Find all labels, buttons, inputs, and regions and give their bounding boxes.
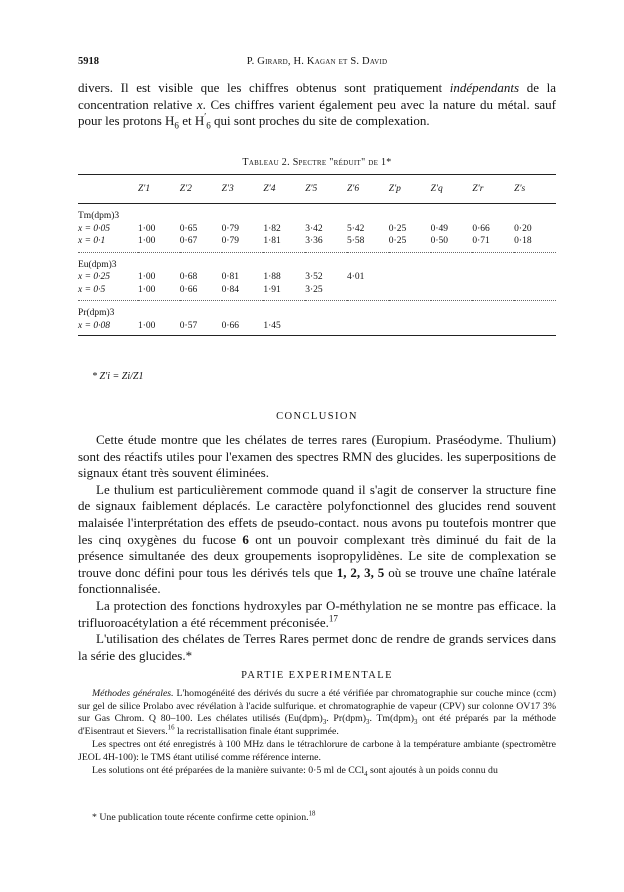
column-header: Z′4: [263, 184, 276, 194]
table-cell: 1·00: [138, 284, 156, 295]
experimental-heading: PARTIE EXPERIMENTALE: [241, 670, 393, 681]
table-cell: 5·42: [346, 223, 365, 234]
table-cell: 0·18: [514, 236, 532, 246]
table-cell: [431, 320, 473, 336]
row-label: x = 0·5: [78, 284, 106, 295]
table-cell: [472, 271, 514, 284]
table-cell: 0·79: [221, 223, 240, 234]
conclusion-paragraph-1: Cette étude montre que les chélates de terres rares (Europium. Praséodyme. Thulium) sont des réactifs utiles pour l'examen des spectres RMN des glucides. les superpositions de signaux étant très souvent éliminées.: [78, 432, 556, 481]
table-row: [78, 271, 556, 284]
conclusion-paragraph-4: L'utilisation des chélates de Terres Rares permet donc de rendre de grands services dans la série des glucides.*: [78, 631, 556, 663]
table-row: [78, 284, 556, 297]
table-row: [78, 235, 556, 248]
table-cell: 0·66: [472, 223, 490, 234]
column-header: Z′p: [388, 184, 401, 194]
table-cell: 1·00: [138, 236, 156, 246]
running-authors: P. Girard, H. Kagan et S. David: [246, 56, 388, 67]
experimental-paragraph-1: Méthodes générales. L'homogénéité des dérivés du sucre a été vérifiée par chromatographie sur couche mince (ccm) sur gel de silice Prolabo avec révélation à l'acide sulfurique. et chromatographie de vapeur (CPV) sur colonne OV17 3% sur Gas Chrom. Q 80–100. Les chélates utilisés ($Eu(dpm)_3$. $Pr(dpm)_3$. $Tm(dpm)_3$ ont été préparés par la méthode d'Eisentraut et Sievers.$^{16}$ la recristallisation finale étant supprimée.: [78, 688, 557, 737]
table-cell: [431, 284, 473, 297]
column-header: Z′3: [221, 184, 234, 194]
table-cell: [389, 284, 431, 297]
intro-paragraph: divers. Il est visible que les chiffres obtenus sont pratiquement indépendants de la concentration relative x. Ces chiffres varient également peu avec la nature du métal. sauf pour les protons $H_6$ et $H'_6$ qui sont proches du site de complexation.: [78, 80, 556, 131]
table-cell: 0·81: [221, 272, 240, 282]
column-header: Z′q: [430, 184, 443, 194]
table-cell: 1·00: [138, 272, 156, 282]
table-cell: [514, 320, 556, 336]
table-cell: 3·36: [305, 236, 323, 246]
table-cell: [347, 284, 389, 297]
column-header: Z′5: [305, 184, 318, 194]
table-cell: 3·52: [305, 272, 323, 282]
table-cell: 3·42: [305, 223, 323, 234]
column-header: Z′r: [472, 184, 484, 194]
conclusion-paragraph-3: La protection des fonctions hydroxyles par O-méthylation ne se montre pas efficace. la trifluoroacétylation a été récemment préconisée.$^{17}$: [78, 597, 556, 630]
table-cell: 1·00: [138, 223, 156, 234]
table-cell: 4·01: [346, 272, 365, 282]
table-caption: Tableau 2. Spectre "réduit" de 1*: [242, 157, 392, 168]
table-cell: 3·25: [305, 284, 323, 295]
table-cell: 0·68: [179, 272, 198, 282]
table-cell: 0·79: [221, 236, 240, 246]
table-cell: 1·81: [263, 236, 281, 246]
table-cell: [514, 271, 556, 284]
experimental-paragraph-2: Les spectres ont été enregistrés à 100 MHz dans le tétrachlorure de carbone à la température ambiante (spectromètre JEOL 4H-100): le TMS étant utilisé comme référence interne.: [78, 739, 556, 763]
page-footnote: * Une publication toute récente confirme cette opinion.$^{18}$: [92, 810, 316, 823]
table-cell: 1·82: [263, 223, 281, 234]
row-label: x = 0·1: [78, 236, 106, 246]
table-cell: 0·71: [472, 236, 490, 246]
group-label: Tm(dpm)3: [78, 211, 120, 221]
page-number: 5918: [78, 56, 99, 67]
table-cell: [472, 284, 514, 297]
reduced-spectrum-table: [78, 174, 556, 336]
header-blank: [78, 175, 138, 204]
table-cell: 0·25: [388, 236, 407, 246]
table-cell: 0·20: [514, 223, 532, 234]
table-cell: 1·00: [138, 320, 180, 336]
table-cell: [389, 320, 431, 336]
table-cell: 0·84: [221, 284, 240, 295]
table-cell: [472, 320, 514, 336]
column-header: Z′s: [514, 184, 526, 194]
table-cell: 0·66: [222, 320, 264, 336]
table-row: [78, 320, 556, 336]
table-cell: 0·67: [179, 236, 198, 246]
table-cell: [305, 320, 347, 336]
group-label: Pr(dpm)3: [78, 308, 115, 318]
table-cell: 0·65: [179, 223, 198, 234]
table-cell: [347, 320, 389, 336]
table-cell: 0·49: [430, 223, 448, 234]
table-cell: [431, 271, 473, 284]
running-header: [78, 56, 556, 70]
table-cell: 1·88: [263, 272, 281, 282]
table-cell: 1·45: [263, 320, 305, 336]
table-cell: 0·50: [430, 236, 448, 246]
table-cell: 0·57: [180, 320, 222, 336]
conclusion-paragraph-2: Le thulium est particulièrement commode quand il s'agit de conserver la structure fine de signaux faiblement déplacés. Le caractère polyfonctionnel des glucides rend souvent malaisée l'interprétation des effets de pseudo-contact. nous avons pu toutefois montrer que les cinq oxygènes du fucose 6 ont un pouvoir complexant très diminué du fait de la présence simultanée des deux groupements isopropylidènes. Le site de complexation se trouve donc défini pour tous les dérivés tels que 1, 2, 3, 5 où se trouve une chaîne latérale fonctionnalisée.: [78, 481, 556, 597]
row-label: x = 0·05: [78, 223, 111, 234]
table-cell: [514, 284, 556, 297]
table-cell: 0·25: [388, 223, 407, 234]
row-label: x = 0·25: [78, 272, 111, 282]
group-label: Eu(dpm)3: [78, 259, 117, 270]
table-cell: 1·91: [263, 284, 281, 295]
table-row: [78, 223, 556, 236]
table-cell: 5·58: [346, 236, 365, 246]
conclusion-heading: CONCLUSION: [276, 411, 358, 422]
experimental-paragraph-3: Les solutions ont été préparées de la manière suivante: 0·5 ml de CCl$_4$ sont ajoutés à un poids connu du: [92, 765, 498, 778]
table-cell: [389, 271, 431, 284]
table-footnote: * Z′i = Zi/Z1: [92, 371, 144, 382]
row-label: x = 0·08: [78, 320, 138, 336]
column-header: Z′1: [138, 184, 151, 194]
table-cell: 0·66: [179, 284, 198, 295]
conclusion-body: [78, 432, 556, 664]
column-header: Z′2: [179, 184, 192, 194]
column-header: Z′6: [346, 184, 360, 194]
